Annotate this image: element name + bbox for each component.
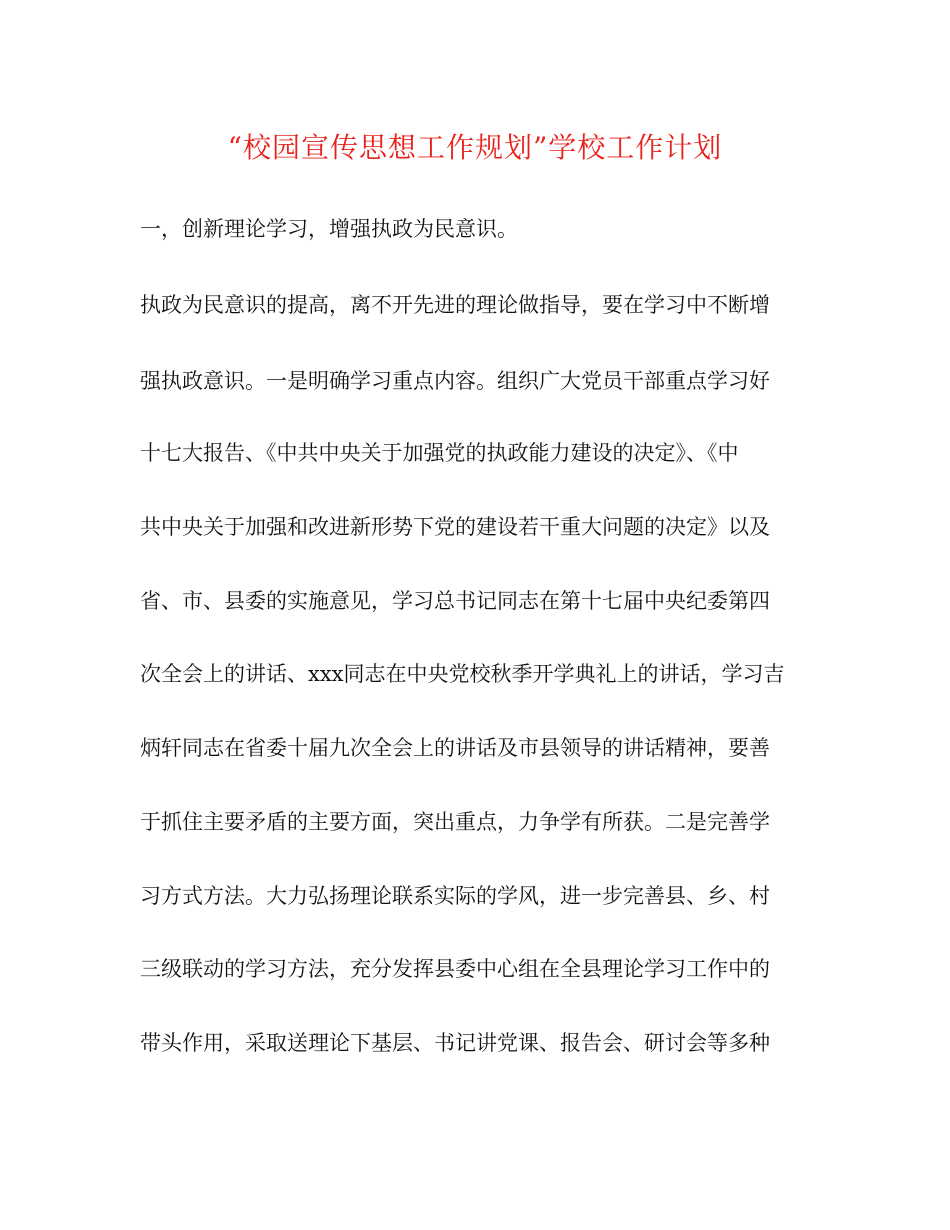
body-line: 带头作用，采取送理论下基层、书记讲党课、报告会、研讨会等多种 <box>140 1031 770 1055</box>
body-line: 于抓住主要矛盾的主要方面，突出重点，力争学有所获。二是完善学 <box>140 810 770 834</box>
body-line: 习方式方法。大力弘扬理论联系实际的学风，进一步完善县、乡、村 <box>140 884 770 908</box>
body-line: 强执政意识。一是明确学习重点内容。组织广大党员干部重点学习好 <box>140 369 770 393</box>
body-line: 执政为民意识的提高，离不开先进的理论做指导，要在学习中不断增 <box>140 293 770 317</box>
section-heading: 一，创新理论学习，增强执政为民意识。 <box>140 217 518 241</box>
body-line: 共中央关于加强和改进新形势下党的建设若干重大问题的决定》以及 <box>140 515 770 539</box>
body-line: 十七大报告、《中共中央关于加强党的执政能力建设的决定》、《中 <box>140 441 739 465</box>
body-line: 次全会上的讲话、xxx同志在中央党校秋季开学典礼上的讲话，学习吉 <box>140 662 785 686</box>
body-line: 炳轩同志在省委十届九次全会上的讲话及市县领导的讲话精神，要善 <box>140 736 770 760</box>
body-line: 省、市、县委的实施意见，学习总书记同志在第十七届中央纪委第四 <box>140 589 770 613</box>
document-title: “校园宣传思想工作规划”学校工作计划 <box>227 131 723 164</box>
body-line: 三级联动的学习方法，充分发挥县委中心组在全县理论学习工作中的 <box>140 957 770 981</box>
